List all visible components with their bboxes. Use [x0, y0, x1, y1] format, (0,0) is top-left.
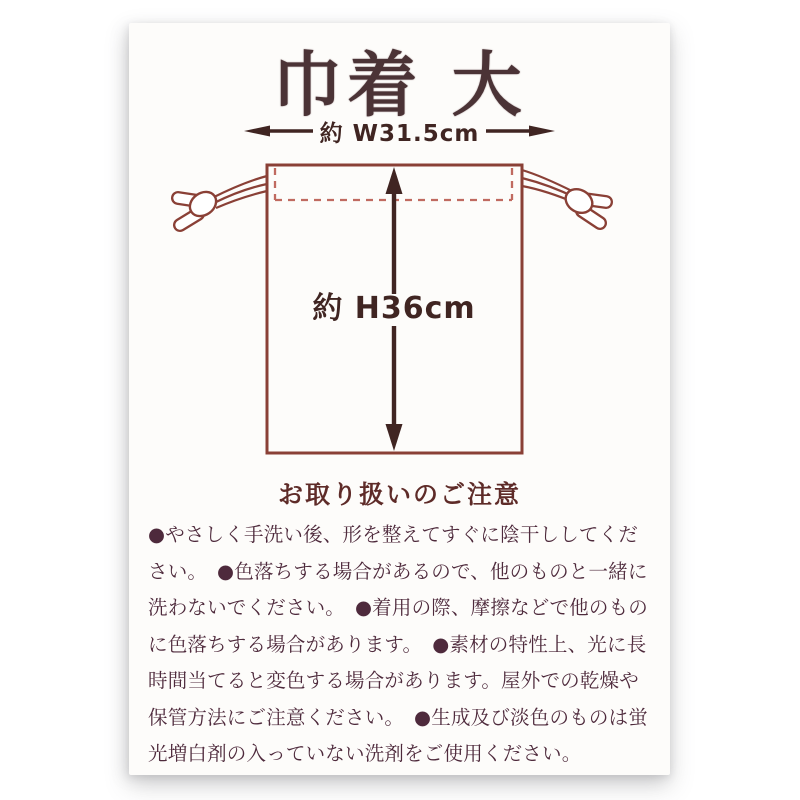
care-instructions-text	[148, 517, 654, 773]
care-instruction-line: ●やさしく手洗い後、形を整えてすぐに陰干ししてくだ	[148, 523, 639, 546]
height-dimension-label: 約 H36cm	[312, 291, 476, 326]
width-dimension-label: 約 W31.5cm	[319, 120, 480, 147]
care-instruction-line: に色落ちする場合があります。 ●素材の特性上、光に長	[148, 632, 647, 656]
care-instruction-line: 洗わないでください。 ●着用の際、摩擦などで他のもの	[148, 596, 648, 619]
care-instruction-line: 保管方法にご注意ください。 ●生成及び淡色のものは蛍	[148, 705, 648, 729]
arrow-right-icon	[486, 123, 556, 139]
care-instruction-line: 光増白剤の入っていない洗剤をご使用ください。	[148, 742, 582, 765]
care-instruction-line: さい。 ●色落ちする場合があるので、他のものと一緒に	[148, 559, 648, 583]
width-dimension	[129, 117, 670, 145]
care-label-card	[129, 23, 670, 775]
product-title: 巾着 大	[272, 44, 527, 126]
arrow-left-icon	[243, 123, 313, 139]
drawstring-bag-diagram	[170, 158, 630, 458]
care-instructions-heading: お取り扱いのご注意	[277, 480, 521, 509]
care-instruction-line: 時間当てると変色する場合があります。屋外での乾燥や	[148, 669, 639, 692]
